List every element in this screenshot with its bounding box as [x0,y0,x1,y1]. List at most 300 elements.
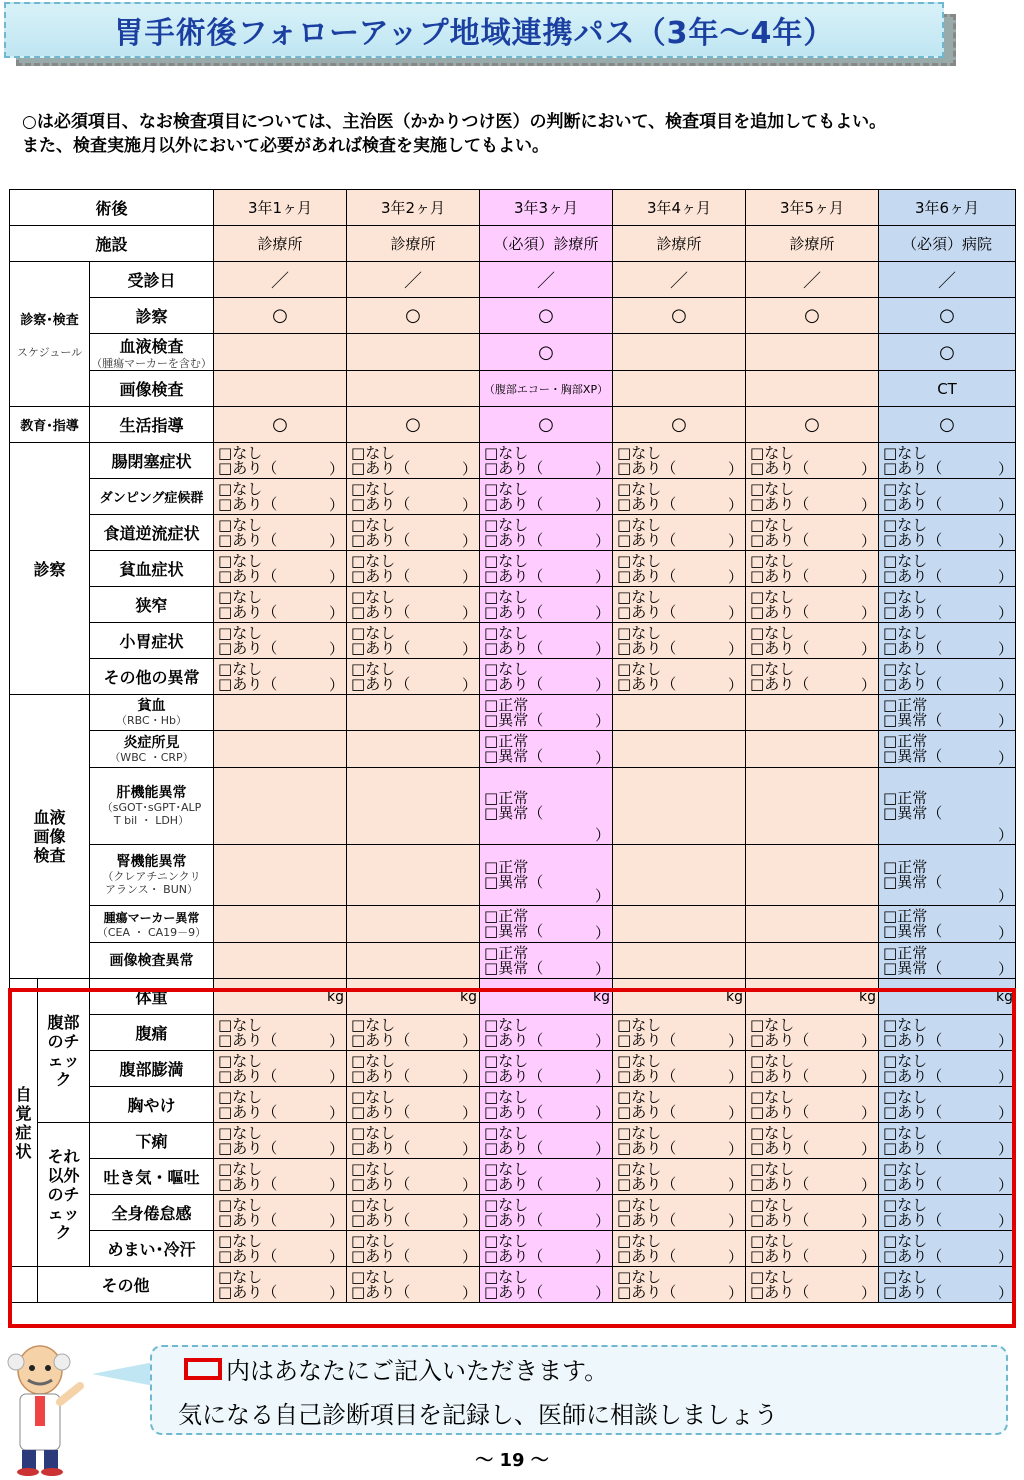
symptom-check-cell[interactable] [347,1123,480,1159]
none-checkbox[interactable]: □なし [617,479,662,498]
symptom-check-cell[interactable] [480,1051,613,1087]
present-checkbox[interactable]: □あり（ [218,1210,278,1229]
symptom-check-cell[interactable] [879,1123,1016,1159]
none-checkbox[interactable]: □なし [484,1159,529,1178]
none-checkbox[interactable]: □なし [218,443,263,462]
present-checkbox[interactable]: □あり（ [883,1210,943,1229]
symptom-check-cell[interactable] [347,515,480,551]
none-checkbox[interactable]: □なし [617,515,662,534]
none-checkbox[interactable]: □なし [218,1015,263,1034]
normal-checkbox[interactable]: □正常 [883,943,928,962]
present-checkbox[interactable]: □あり（ [617,1282,677,1301]
present-checkbox[interactable]: □あり（ [484,674,544,693]
symptom-check-cell[interactable] [746,479,879,515]
normal-checkbox[interactable]: □正常 [484,695,529,714]
none-checkbox[interactable]: □なし [484,1195,529,1214]
none-checkbox[interactable]: □なし [883,1231,928,1250]
present-checkbox[interactable]: □あり（ [750,1174,810,1193]
none-checkbox[interactable]: □なし [484,479,529,498]
symptom-check-cell[interactable] [214,443,347,479]
present-checkbox[interactable]: □あり（ [883,458,943,477]
present-checkbox[interactable]: □あり（ [883,1102,943,1121]
none-checkbox[interactable]: □なし [351,1015,396,1034]
none-checkbox[interactable]: □なし [750,1087,795,1106]
symptom-check-cell[interactable] [613,1231,746,1267]
none-checkbox[interactable]: □なし [617,623,662,642]
symptom-check-cell[interactable] [214,1123,347,1159]
present-checkbox[interactable]: □あり（ [883,1030,943,1049]
present-checkbox[interactable]: □あり（ [351,1282,411,1301]
present-checkbox[interactable]: □あり（ [351,1210,411,1229]
symptom-check-cell[interactable] [347,551,480,587]
none-checkbox[interactable]: □なし [218,551,263,570]
none-checkbox[interactable]: □なし [750,1231,795,1250]
none-checkbox[interactable]: □なし [218,515,263,534]
none-checkbox[interactable]: □なし [218,1195,263,1214]
symptom-check-cell[interactable] [214,1195,347,1231]
present-checkbox[interactable]: □あり（ [351,1246,411,1265]
present-checkbox[interactable]: □あり（ [484,1282,544,1301]
symptom-check-cell[interactable] [879,1015,1016,1051]
normal-checkbox[interactable]: □正常 [883,789,928,807]
symptom-check-cell[interactable] [347,623,480,659]
symptom-check-cell[interactable] [480,587,613,623]
normal-checkbox[interactable]: □正常 [484,943,529,962]
none-checkbox[interactable]: □なし [484,443,529,462]
none-checkbox[interactable]: □なし [351,1231,396,1250]
present-checkbox[interactable]: □あり（ [218,1066,278,1085]
none-checkbox[interactable]: □なし [617,1231,662,1250]
symptom-check-cell[interactable] [347,1195,480,1231]
none-checkbox[interactable]: □なし [484,1123,529,1142]
present-checkbox[interactable]: □あり（ [750,1138,810,1157]
present-checkbox[interactable]: □あり（ [750,1066,810,1085]
normal-checkbox[interactable]: □正常 [883,695,928,714]
none-checkbox[interactable]: □なし [883,1015,928,1034]
none-checkbox[interactable]: □なし [351,1051,396,1070]
symptom-check-cell[interactable] [746,1231,879,1267]
present-checkbox[interactable]: □あり（ [750,602,810,621]
none-checkbox[interactable]: □なし [351,587,396,606]
present-checkbox[interactable]: □あり（ [617,1210,677,1229]
abnormal-checkbox[interactable]: □異常（ [883,873,943,891]
present-checkbox[interactable]: □あり（ [484,1138,544,1157]
none-checkbox[interactable]: □なし [883,1051,928,1070]
symptom-check-cell[interactable] [480,1231,613,1267]
none-checkbox[interactable]: □なし [750,1195,795,1214]
abnormal-checkbox[interactable]: □異常（ [883,747,943,765]
none-checkbox[interactable]: □なし [883,515,928,534]
normal-checkbox[interactable]: □正常 [484,907,529,925]
none-checkbox[interactable]: □なし [617,1123,662,1142]
abnormal-checkbox[interactable]: □異常（ [484,873,544,891]
present-checkbox[interactable]: □あり（ [484,566,544,585]
symptom-check-cell[interactable] [879,1159,1016,1195]
present-checkbox[interactable]: □あり（ [883,566,943,585]
symptom-check-cell[interactable] [214,1087,347,1123]
normal-checkbox[interactable]: □正常 [883,907,928,925]
present-checkbox[interactable]: □あり（ [218,602,278,621]
symptom-check-cell[interactable] [214,479,347,515]
present-checkbox[interactable]: □あり（ [617,530,677,549]
symptom-check-cell[interactable] [347,659,480,695]
none-checkbox[interactable]: □なし [617,1015,662,1034]
present-checkbox[interactable]: □あり（ [883,1246,943,1265]
none-checkbox[interactable]: □なし [617,551,662,570]
abnormal-checkbox[interactable]: □異常（ [484,922,544,940]
none-checkbox[interactable]: □なし [351,1087,396,1106]
present-checkbox[interactable]: □あり（ [484,1030,544,1049]
present-checkbox[interactable]: □あり（ [883,1174,943,1193]
slash-cell[interactable]: ／ [214,262,347,298]
present-checkbox[interactable]: □あり（ [351,1174,411,1193]
symptom-check-cell[interactable] [613,1051,746,1087]
present-checkbox[interactable]: □あり（ [218,1138,278,1157]
symptom-check-cell[interactable] [613,587,746,623]
present-checkbox[interactable]: □あり（ [883,602,943,621]
abnormal-checkbox[interactable]: □異常（ [883,922,943,940]
none-checkbox[interactable]: □なし [218,659,263,678]
none-checkbox[interactable]: □なし [351,479,396,498]
none-checkbox[interactable]: □なし [218,1123,263,1142]
present-checkbox[interactable]: □あり（ [750,494,810,513]
none-checkbox[interactable]: □なし [750,515,795,534]
present-checkbox[interactable]: □あり（ [484,494,544,513]
present-checkbox[interactable]: □あり（ [883,674,943,693]
present-checkbox[interactable]: □あり（ [484,1210,544,1229]
present-checkbox[interactable]: □あり（ [218,494,278,513]
symptom-check-cell[interactable] [480,1087,613,1123]
none-checkbox[interactable]: □なし [883,1087,928,1106]
present-checkbox[interactable]: □あり（ [883,1138,943,1157]
present-checkbox[interactable]: □あり（ [750,458,810,477]
present-checkbox[interactable]: □あり（ [750,674,810,693]
symptom-check-cell[interactable] [746,1159,879,1195]
weight-entry-cell[interactable]: kg [613,979,746,1015]
present-checkbox[interactable]: □あり（ [750,1210,810,1229]
present-checkbox[interactable]: □あり（ [617,494,677,513]
none-checkbox[interactable]: □なし [617,659,662,678]
present-checkbox[interactable]: □あり（ [218,566,278,585]
symptom-check-cell[interactable] [879,1051,1016,1087]
abnormal-checkbox[interactable]: □異常（ [484,710,544,729]
symptom-check-cell[interactable] [746,1087,879,1123]
none-checkbox[interactable]: □なし [484,1087,529,1106]
none-checkbox[interactable]: □なし [617,1159,662,1178]
symptom-check-cell[interactable] [613,659,746,695]
present-checkbox[interactable]: □あり（ [484,530,544,549]
none-checkbox[interactable]: □なし [883,587,928,606]
present-checkbox[interactable]: □あり（ [617,1030,677,1049]
none-checkbox[interactable]: □なし [218,1159,263,1178]
symptom-check-cell[interactable] [480,479,613,515]
none-checkbox[interactable]: □なし [750,551,795,570]
present-checkbox[interactable]: □あり（ [351,458,411,477]
symptom-check-cell[interactable] [613,1123,746,1159]
symptom-check-cell[interactable] [746,659,879,695]
none-checkbox[interactable]: □なし [218,587,263,606]
none-checkbox[interactable]: □なし [218,1087,263,1106]
none-checkbox[interactable]: □なし [750,659,795,678]
present-checkbox[interactable]: □あり（ [617,1138,677,1157]
none-checkbox[interactable]: □なし [750,479,795,498]
symptom-check-cell[interactable] [214,1015,347,1051]
weight-entry-cell[interactable]: kg [347,979,480,1015]
present-checkbox[interactable]: □あり（ [883,638,943,657]
present-checkbox[interactable]: □あり（ [883,1282,943,1301]
present-checkbox[interactable]: □あり（ [617,638,677,657]
none-checkbox[interactable]: □なし [351,1123,396,1142]
none-checkbox[interactable]: □なし [883,443,928,462]
none-checkbox[interactable]: □なし [351,551,396,570]
result-check-cell[interactable] [480,906,613,943]
none-checkbox[interactable]: □なし [484,623,529,642]
result-check-cell[interactable] [879,731,1016,768]
abnormal-checkbox[interactable]: □異常（ [883,804,943,822]
none-checkbox[interactable]: □なし [750,1051,795,1070]
symptom-check-cell[interactable] [746,1123,879,1159]
symptom-check-cell[interactable] [613,1195,746,1231]
symptom-check-cell[interactable] [613,1267,746,1303]
symptom-check-cell[interactable] [480,443,613,479]
symptom-check-cell[interactable] [746,443,879,479]
result-check-cell[interactable] [879,845,1016,906]
symptom-check-cell[interactable] [347,587,480,623]
symptom-check-cell[interactable] [746,1195,879,1231]
symptom-check-cell[interactable] [347,1231,480,1267]
none-checkbox[interactable]: □なし [484,659,529,678]
none-checkbox[interactable]: □なし [750,443,795,462]
none-checkbox[interactable]: □なし [750,1159,795,1178]
symptom-check-cell[interactable] [214,1159,347,1195]
symptom-check-cell[interactable] [480,1015,613,1051]
symptom-check-cell[interactable] [613,443,746,479]
symptom-check-cell[interactable] [879,443,1016,479]
result-check-cell[interactable] [879,906,1016,943]
symptom-check-cell[interactable] [480,1267,613,1303]
symptom-check-cell[interactable] [347,1015,480,1051]
result-check-cell[interactable] [480,768,613,845]
present-checkbox[interactable]: □あり（ [883,530,943,549]
present-checkbox[interactable]: □あり（ [484,1246,544,1265]
weight-entry-cell[interactable]: kg [480,979,613,1015]
none-checkbox[interactable]: □なし [218,623,263,642]
symptom-check-cell[interactable] [613,1087,746,1123]
symptom-check-cell[interactable] [613,1015,746,1051]
present-checkbox[interactable]: □あり（ [218,530,278,549]
weight-entry-cell[interactable]: kg [746,979,879,1015]
result-check-cell[interactable] [879,695,1016,731]
symptom-check-cell[interactable] [879,479,1016,515]
present-checkbox[interactable]: □あり（ [484,602,544,621]
symptom-check-cell[interactable] [746,623,879,659]
symptom-check-cell[interactable] [480,1123,613,1159]
none-checkbox[interactable]: □なし [351,1159,396,1178]
abnormal-checkbox[interactable]: □異常（ [883,710,943,729]
present-checkbox[interactable]: □あり（ [218,1030,278,1049]
present-checkbox[interactable]: □あり（ [218,1246,278,1265]
none-checkbox[interactable]: □なし [883,479,928,498]
none-checkbox[interactable]: □なし [883,1159,928,1178]
slash-cell[interactable]: ／ [746,262,879,298]
present-checkbox[interactable]: □あり（ [750,530,810,549]
present-checkbox[interactable]: □あり（ [750,638,810,657]
none-checkbox[interactable]: □なし [484,587,529,606]
none-checkbox[interactable]: □なし [484,1231,529,1250]
present-checkbox[interactable]: □あり（ [484,1066,544,1085]
symptom-check-cell[interactable] [347,1051,480,1087]
symptom-check-cell[interactable] [214,1231,347,1267]
present-checkbox[interactable]: □あり（ [351,1102,411,1121]
weight-entry-cell[interactable]: kg [879,979,1016,1015]
slash-cell[interactable]: ／ [613,262,746,298]
none-checkbox[interactable]: □なし [218,1051,263,1070]
symptom-check-cell[interactable] [214,623,347,659]
symptom-check-cell[interactable] [746,551,879,587]
none-checkbox[interactable]: □なし [617,1195,662,1214]
symptom-check-cell[interactable] [613,1159,746,1195]
normal-checkbox[interactable]: □正常 [484,789,529,807]
symptom-check-cell[interactable] [879,1087,1016,1123]
none-checkbox[interactable]: □なし [484,551,529,570]
symptom-check-cell[interactable] [746,1051,879,1087]
symptom-check-cell[interactable] [746,587,879,623]
present-checkbox[interactable]: □あり（ [750,1102,810,1121]
present-checkbox[interactable]: □あり（ [617,674,677,693]
present-checkbox[interactable]: □あり（ [218,638,278,657]
present-checkbox[interactable]: □あり（ [617,1174,677,1193]
none-checkbox[interactable]: □なし [617,1267,662,1286]
none-checkbox[interactable]: □なし [883,1123,928,1142]
none-checkbox[interactable]: □なし [351,515,396,534]
symptom-check-cell[interactable] [879,623,1016,659]
abnormal-checkbox[interactable]: □異常（ [484,747,544,765]
normal-checkbox[interactable]: □正常 [484,732,529,750]
result-check-cell[interactable] [480,731,613,768]
present-checkbox[interactable]: □あり（ [351,530,411,549]
abnormal-checkbox[interactable]: □異常（ [484,958,544,977]
none-checkbox[interactable]: □なし [617,1087,662,1106]
none-checkbox[interactable]: □なし [750,587,795,606]
present-checkbox[interactable]: □あり（ [351,1066,411,1085]
none-checkbox[interactable]: □なし [750,1015,795,1034]
present-checkbox[interactable]: □あり（ [484,458,544,477]
symptom-check-cell[interactable] [214,587,347,623]
symptom-check-cell[interactable] [746,515,879,551]
present-checkbox[interactable]: □あり（ [883,494,943,513]
present-checkbox[interactable]: □あり（ [351,674,411,693]
symptom-check-cell[interactable] [347,1087,480,1123]
symptom-check-cell[interactable] [347,1267,480,1303]
weight-entry-cell[interactable]: kg [214,979,347,1015]
none-checkbox[interactable]: □なし [351,1195,396,1214]
result-check-cell[interactable] [480,943,613,979]
none-checkbox[interactable]: □なし [750,623,795,642]
symptom-check-cell[interactable] [214,659,347,695]
normal-checkbox[interactable]: □正常 [883,858,928,876]
none-checkbox[interactable]: □なし [484,1015,529,1034]
present-checkbox[interactable]: □あり（ [617,602,677,621]
symptom-check-cell[interactable] [613,515,746,551]
symptom-check-cell[interactable] [746,1267,879,1303]
symptom-check-cell[interactable] [879,515,1016,551]
present-checkbox[interactable]: □あり（ [750,1282,810,1301]
present-checkbox[interactable]: □あり（ [351,1138,411,1157]
symptom-check-cell[interactable] [480,659,613,695]
symptom-check-cell[interactable] [613,551,746,587]
present-checkbox[interactable]: □あり（ [750,1246,810,1265]
present-checkbox[interactable]: □あり（ [484,638,544,657]
present-checkbox[interactable]: □あり（ [351,602,411,621]
normal-checkbox[interactable]: □正常 [484,858,529,876]
result-check-cell[interactable] [480,695,613,731]
symptom-check-cell[interactable] [347,1159,480,1195]
none-checkbox[interactable]: □なし [351,623,396,642]
result-check-cell[interactable] [480,845,613,906]
none-checkbox[interactable]: □なし [617,587,662,606]
present-checkbox[interactable]: □あり（ [218,674,278,693]
present-checkbox[interactable]: □あり（ [351,566,411,585]
result-check-cell[interactable] [879,943,1016,979]
none-checkbox[interactable]: □なし [351,659,396,678]
slash-cell[interactable]: ／ [480,262,613,298]
present-checkbox[interactable]: □あり（ [617,566,677,585]
present-checkbox[interactable]: □あり（ [617,1246,677,1265]
symptom-check-cell[interactable] [347,443,480,479]
symptom-check-cell[interactable] [214,551,347,587]
abnormal-checkbox[interactable]: □異常（ [883,958,943,977]
present-checkbox[interactable]: □あり（ [351,638,411,657]
present-checkbox[interactable]: □あり（ [218,1102,278,1121]
symptom-check-cell[interactable] [480,623,613,659]
none-checkbox[interactable]: □なし [883,623,928,642]
none-checkbox[interactable]: □なし [617,1051,662,1070]
present-checkbox[interactable]: □あり（ [351,1030,411,1049]
present-checkbox[interactable]: □あり（ [883,1066,943,1085]
symptom-check-cell[interactable] [480,1159,613,1195]
none-checkbox[interactable]: □なし [883,1267,928,1286]
present-checkbox[interactable]: □あり（ [351,494,411,513]
present-checkbox[interactable]: □あり（ [617,458,677,477]
present-checkbox[interactable]: □あり（ [218,458,278,477]
none-checkbox[interactable]: □なし [218,1267,263,1286]
symptom-check-cell[interactable] [214,515,347,551]
slash-cell[interactable]: ／ [347,262,480,298]
symptom-check-cell[interactable] [347,479,480,515]
none-checkbox[interactable]: □なし [218,479,263,498]
none-checkbox[interactable]: □なし [883,1195,928,1214]
none-checkbox[interactable]: □なし [218,1231,263,1250]
none-checkbox[interactable]: □なし [351,443,396,462]
symptom-check-cell[interactable] [480,515,613,551]
present-checkbox[interactable]: □あり（ [484,1102,544,1121]
none-checkbox[interactable]: □なし [351,1267,396,1286]
symptom-check-cell[interactable] [879,1231,1016,1267]
none-checkbox[interactable]: □なし [883,551,928,570]
abnormal-checkbox[interactable]: □異常（ [484,804,544,822]
present-checkbox[interactable]: □あり（ [218,1174,278,1193]
present-checkbox[interactable]: □あり（ [750,1030,810,1049]
present-checkbox[interactable]: □あり（ [617,1102,677,1121]
none-checkbox[interactable]: □なし [484,1267,529,1286]
symptom-check-cell[interactable] [214,1267,347,1303]
none-checkbox[interactable]: □なし [750,1123,795,1142]
none-checkbox[interactable]: □なし [750,1267,795,1286]
symptom-check-cell[interactable] [214,1051,347,1087]
symptom-check-cell[interactable] [480,551,613,587]
present-checkbox[interactable]: □あり（ [484,1174,544,1193]
none-checkbox[interactable]: □なし [484,515,529,534]
